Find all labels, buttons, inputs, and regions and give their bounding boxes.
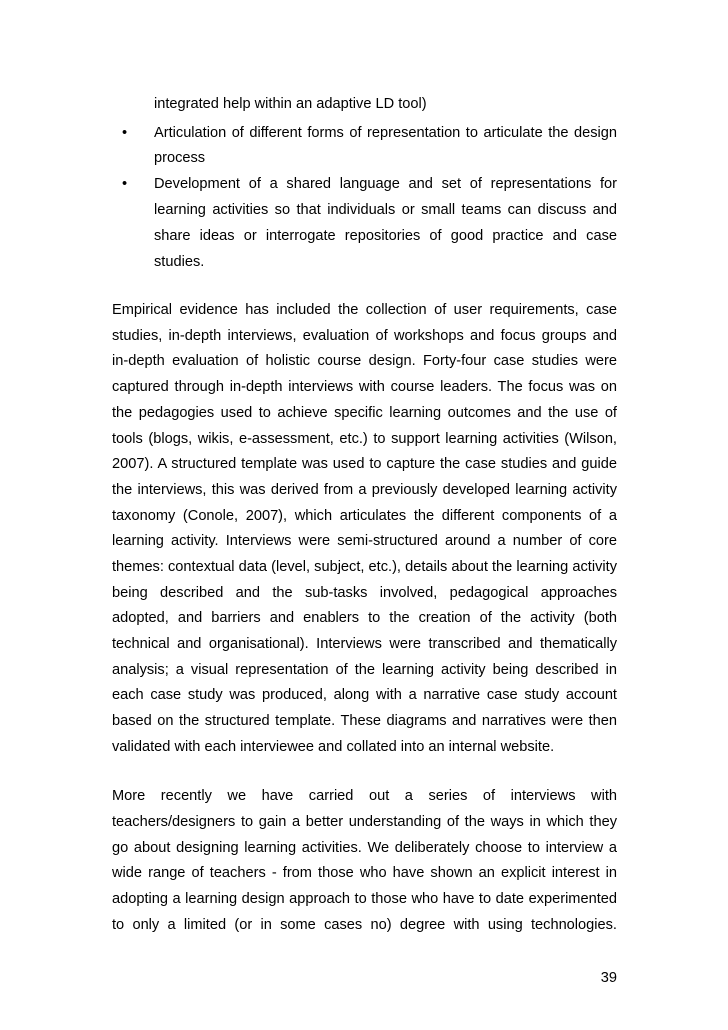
paragraph-line: validated with each interviewee and collated into an internal website. — [112, 739, 555, 755]
page-number: 39 — [600, 970, 617, 986]
bullet-line: learning activities so that individuals or small teams can discuss and — [154, 202, 617, 218]
paragraph-line: adopting a learning design approach to those who have to date experimented — [112, 891, 617, 907]
bullet-line: Articulation of different forms of representation to articulate the design — [154, 125, 617, 141]
paragraph-line: in-depth evaluation of holistic course design. Forty-four case studies were — [112, 353, 617, 369]
paragraph-line: taxonomy (Conole, 2007), which articulates the different components of a — [112, 508, 617, 524]
paragraph-line: studies, in-depth interviews, evaluation of workshops and focus groups and — [112, 328, 617, 344]
bullet-marker: • — [122, 176, 128, 192]
bullet-marker: • — [122, 125, 128, 141]
paragraph-line: technical and organisational). Interviews were transcribed and thematically — [112, 636, 617, 652]
paragraph-line: to only a limited (or in some cases no) degree with using technologies. — [112, 917, 617, 933]
paragraph-line: learning activity. Interviews were semi-structured around a number of core — [112, 533, 617, 549]
paragraph-line: captured through in-depth interviews with course leaders. The focus was on — [112, 379, 617, 395]
paragraph-line: based on the structured template. These diagrams and narratives were then — [112, 713, 617, 729]
paragraph-line: More recently we have carried out a series of interviews with — [112, 788, 617, 804]
bullet-line: Development of a shared language and set of representations for — [154, 176, 617, 192]
paragraph-line: tools (blogs, wikis, e-assessment, etc.) to support learning activities (Wilson, — [112, 431, 617, 447]
paragraph-line: themes: contextual data (level, subject, etc.), details about the learning activity — [112, 559, 617, 575]
paragraph-line: the interviews, this was derived from a previously developed learning activity — [112, 482, 617, 498]
paragraph-line: wide range of teachers - from those who have shown an explicit interest in — [112, 865, 617, 881]
paragraph-line: being described and the sub-tasks involved, pedagogical approaches — [112, 585, 617, 601]
paragraph-line: teachers/designers to gain a better understanding of the ways in which they — [112, 814, 617, 830]
paragraph-line: the pedagogies used to achieve specific learning outcomes and the use of — [112, 405, 617, 421]
paragraph-line: Empirical evidence has included the collection of user requirements, case — [112, 302, 617, 318]
paragraph-line: each case study was produced, along with a narrative case study account — [112, 687, 617, 703]
bullet-line: studies. — [154, 254, 205, 270]
bullet-line: share ideas or interrogate repositories of good practice and case — [154, 228, 617, 244]
bullet-continuation-line: integrated help within an adaptive LD tool) — [154, 96, 427, 112]
bullet-line: process — [154, 150, 206, 166]
paragraph-line: go about designing learning activities. We deliberately choose to interview a — [112, 840, 617, 856]
paragraph-line: analysis; a visual representation of the learning activity being described in — [112, 662, 617, 678]
paragraph-line: 2007). A structured template was used to capture the case studies and guide — [112, 456, 617, 472]
paragraph-line: adopted, and barriers and enablers to the creation of the activity (both — [112, 610, 617, 626]
